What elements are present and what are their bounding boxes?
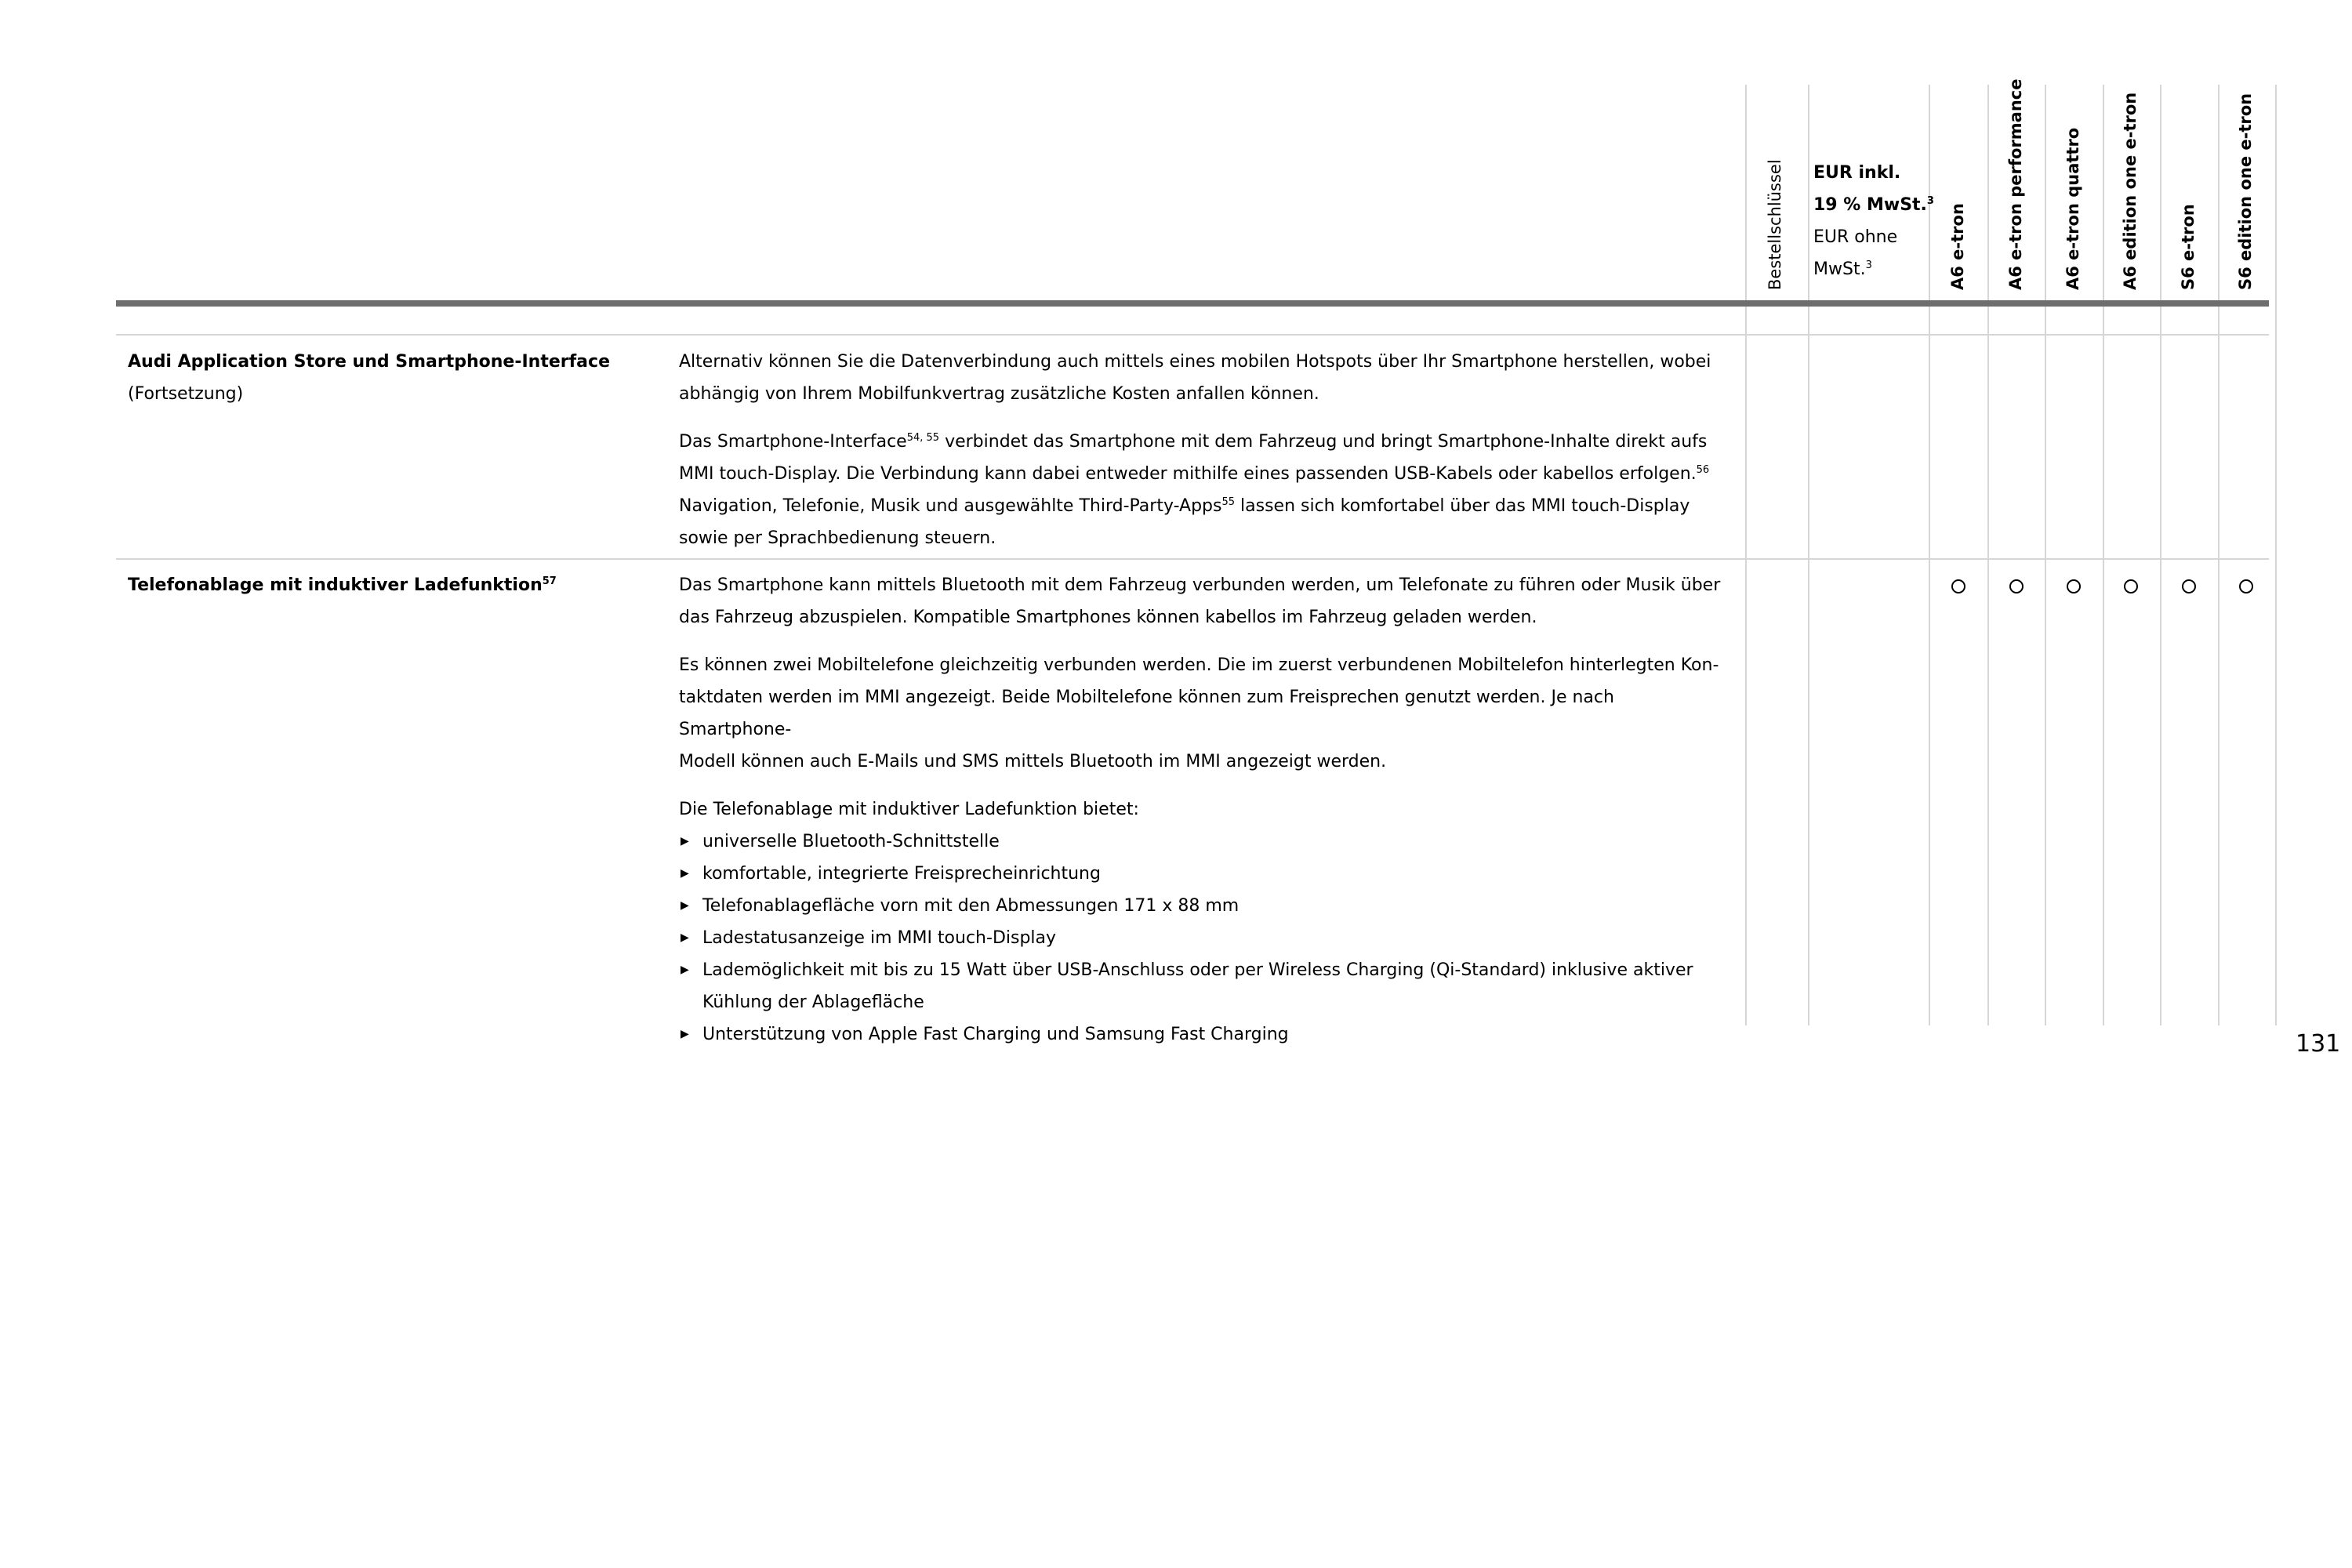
feature-cell <box>128 346 610 410</box>
feature-cell <box>128 569 557 601</box>
column-divider <box>2160 85 2161 1025</box>
column-divider <box>2218 85 2220 1025</box>
availability-optional-icon <box>2239 579 2253 593</box>
desc-line: Modell können auch E-Mails und SMS mittels Bluetooth im MMI angezeigt werden. <box>679 752 1387 771</box>
desc-line: Das Smartphone-Interface$^{54, 55}$ verbindet das Smartphone mit dem Fahrzeug und bringt Smartphone-Inhalte direkt aufs <box>679 432 1708 452</box>
column-divider <box>2045 85 2046 1025</box>
bullet-arrow-icon: ▶ <box>681 964 689 976</box>
bullet-arrow-icon: ▶ <box>681 931 689 944</box>
desc-line: MMI touch-Display. Die Verbindung kann dabei entweder mithilfe eines passenden USB-Kabels oder kabellos erfolgen.$^{56}$ <box>679 464 1710 484</box>
bullet-arrow-icon: ▶ <box>681 835 689 848</box>
column-divider <box>1987 85 1989 1025</box>
header-price <box>1813 157 1934 285</box>
column-divider <box>2275 85 2277 1025</box>
desc-line: Das Smartphone kann mittels Bluetooth mit dem Fahrzeug verbunden werden, um Telefonate zu führen oder Musik über <box>679 575 1721 595</box>
desc-line: Navigation, Telefonie, Musik und ausgewählte Third-Party-Apps$^{55}$ lassen sich komfortabel über das MMI touch-Display <box>679 496 1690 516</box>
column-divider <box>2103 85 2104 1025</box>
header-model-s6-etron: S6 e-tron <box>2179 204 2198 290</box>
bullet-arrow-icon: ▶ <box>681 1028 689 1040</box>
row-divider <box>116 558 2269 560</box>
feature-description <box>679 569 1730 1051</box>
desc-line: taktdaten werden im MMI angezeigt. Beide Mobiltelefone können zum Freisprechen genutzt werden. Je nach Smartphone- <box>679 688 1614 739</box>
price-incl-vat: 19 % MwSt.$^3$ <box>1813 195 1934 215</box>
header-model-s6-edition-one: S6 edition one e-tron <box>2236 93 2255 290</box>
list-item: ▶ Ladestatusanzeige im MMI touch-Display <box>679 922 1730 954</box>
header-rule <box>116 300 2269 307</box>
availability-optional-icon <box>2009 579 2024 593</box>
feature-list <box>679 826 1730 1051</box>
header-model-a6-etron: A6 e-tron <box>1948 203 1967 290</box>
desc-line: abhängig von Ihrem Mobilfunkvertrag zusätzliche Kosten anfallen können. <box>679 384 1319 404</box>
page-number: 131 <box>2296 1030 2341 1058</box>
header-model-a6-etron-quattro: A6 e-tron quattro <box>2063 127 2082 290</box>
feature-subtitle: (Fortsetzung) <box>128 384 244 404</box>
header-rule-thin <box>116 334 2269 336</box>
price-excl-vat: MwSt.$^3$ <box>1813 260 1872 279</box>
availability-optional-icon <box>2067 579 2081 593</box>
header-order-key: Bestellschlüssel <box>1766 159 1784 290</box>
desc-line: das Fahrzeug abzuspielen. Kompatible Smartphones können kabellos im Fahrzeug geladen werden. <box>679 608 1537 627</box>
desc-line: Es können zwei Mobiltelefone gleichzeitig verbunden werden. Die im zuerst verbundenen Mobiltelefon hinterlegten Kon- <box>679 655 1719 675</box>
bullet-arrow-icon: ▶ <box>681 899 689 912</box>
list-item: ▶ Lademöglichkeit mit bis zu 15 Watt über USB-Anschluss oder per Wireless Charging (Qi-Standard) inklusive aktiver <box>679 954 1730 986</box>
list-item-continuation: Kühlung der Ablagefläche <box>702 993 924 1012</box>
column-divider <box>1808 85 1809 1025</box>
feature-description <box>679 346 1730 554</box>
header-model-a6-etron-performance: A6 e-tron performance <box>2006 78 2025 290</box>
column-divider <box>1745 85 1747 1025</box>
list-item: ▶ Telefonablagefläche vorn mit den Abmessungen 171 x 88 mm <box>679 890 1730 922</box>
list-item: ▶ Unterstützung von Apple Fast Charging und Samsung Fast Charging <box>679 1018 1730 1051</box>
feature-title: Audi Application Store und Smartphone-Interface <box>128 352 610 372</box>
header-model-a6-edition-one: A6 edition one e-tron <box>2121 92 2140 290</box>
list-item: ▶ universelle Bluetooth-Schnittstelle <box>679 826 1730 858</box>
list-intro: Die Telefonablage mit induktiver Ladefunktion bietet: <box>679 800 1139 819</box>
availability-optional-icon <box>1951 579 1965 593</box>
desc-line: Alternativ können Sie die Datenverbindung auch mittels eines mobilen Hotspots über Ihr Smartphone herstellen, wobei <box>679 352 1711 372</box>
desc-line: sowie per Sprachbedienung steuern. <box>679 528 996 548</box>
price-incl-label: EUR inkl. <box>1813 163 1901 183</box>
bullet-arrow-icon: ▶ <box>681 867 689 880</box>
list-item: ▶ komfortable, integrierte Freisprecheinrichtung <box>679 858 1730 890</box>
feature-title: Telefonablage mit induktiver Ladefunktion$^{57}$ <box>128 575 557 595</box>
availability-optional-icon <box>2182 579 2196 593</box>
price-excl-label: EUR ohne <box>1813 227 1898 247</box>
availability-optional-icon <box>2124 579 2138 593</box>
